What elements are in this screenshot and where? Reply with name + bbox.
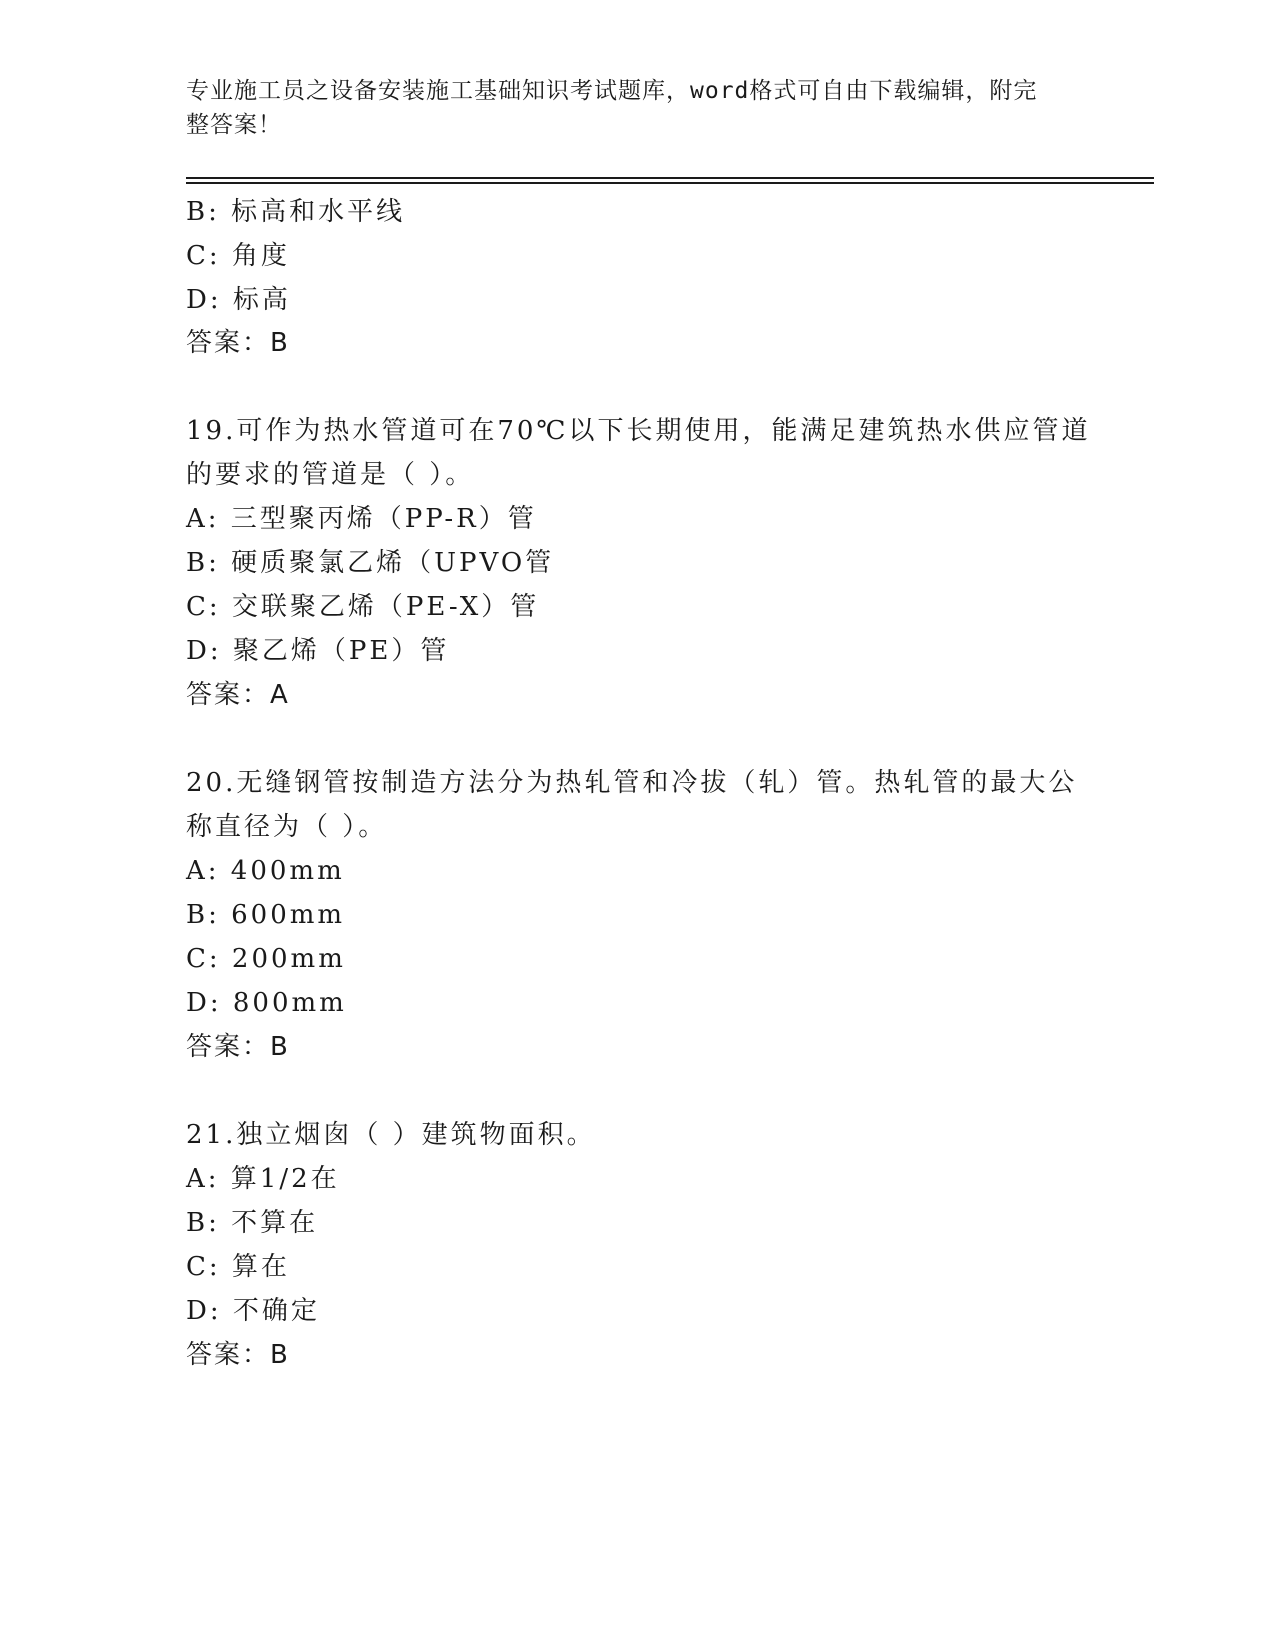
q19-stem-line-1: 19.可作为热水管道可在70℃以下长期使用，能满足建筑热水供应管道 — [186, 416, 1091, 446]
q21-option-b: B: 不算在 — [186, 1208, 319, 1238]
q18-option-d: D: 标高 — [186, 285, 291, 315]
q21-option-a: A: 算1/2在 — [186, 1164, 340, 1194]
q21-option-d: D: 不确定 — [186, 1296, 320, 1326]
header-divider-bottom — [186, 182, 1154, 184]
header-divider-top — [186, 177, 1154, 179]
q21-answer: 答案：B — [186, 1340, 290, 1370]
q20-option-c: C: 200mm — [186, 944, 346, 974]
q19-option-a: A: 三型聚丙烯（PP-R）管 — [186, 504, 537, 534]
q20-option-d: D: 800mm — [186, 988, 347, 1018]
q20-option-b: B: 600mm — [186, 900, 346, 930]
q20-stem-line-2: 称直径为（ ）。 — [186, 812, 388, 842]
q18-option-b: B: 标高和水平线 — [186, 197, 406, 227]
q19-option-d: D: 聚乙烯（PE）管 — [186, 636, 450, 666]
q21-option-c: C: 算在 — [186, 1252, 290, 1282]
document-header — [186, 74, 1066, 142]
q21-stem-line-1: 21.独立烟囱（ ）建筑物面积。 — [186, 1120, 596, 1150]
q20-option-a: A: 400mm — [186, 856, 345, 886]
header-line-1: 专业施工员之设备安装施工基础知识考试题库，word格式可自由下载编辑，附完 — [186, 78, 1038, 104]
q19-option-b: B: 硬质聚氯乙烯（UPVO管 — [186, 548, 555, 578]
q19-stem-line-2: 的要求的管道是（ ）。 — [186, 460, 475, 490]
q19-answer: 答案：A — [186, 680, 290, 710]
header-line-2: 整答案！ — [186, 112, 282, 138]
q18-option-c: C: 角度 — [186, 241, 290, 271]
q19-option-c: C: 交联聚乙烯（PE-X）管 — [186, 592, 540, 622]
q18-answer: 答案：B — [186, 328, 290, 358]
q20-answer: 答案：B — [186, 1032, 290, 1062]
q20-stem-line-1: 20.无缝钢管按制造方法分为热轧管和冷拔（轧）管。热轧管的最大公 — [186, 768, 1078, 798]
